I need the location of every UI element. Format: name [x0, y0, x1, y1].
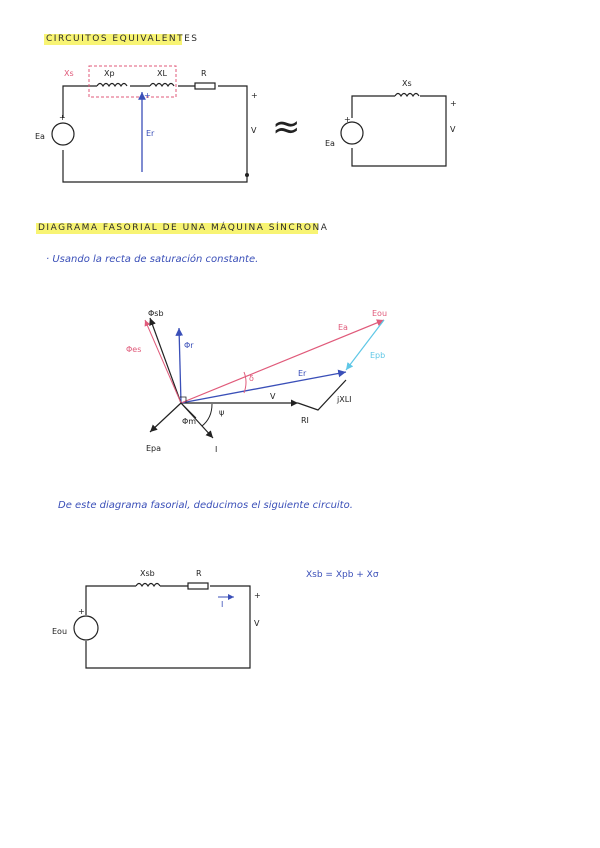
heading-equivalent-circuits: CIRCUITOS EQUIVALENTES: [46, 34, 199, 44]
label-ri: RI: [301, 416, 309, 425]
label-eou: Eou: [372, 309, 388, 318]
source-ea-right-icon: [341, 122, 363, 144]
label-plus-ea-right: +: [344, 115, 351, 124]
phasor-epa: [150, 403, 181, 432]
label-xl: XL: [157, 69, 167, 78]
label-xsb: Xsb: [140, 569, 155, 578]
label-phi-m: Φm: [182, 417, 197, 426]
phasor-phi-r: [179, 328, 181, 403]
label-v-right: V: [450, 125, 456, 134]
psi-arc: [202, 404, 212, 426]
label-eou-bottom: Eou: [52, 627, 68, 636]
label-jxli: jXLI: [337, 395, 352, 404]
label-xs-right: Xs: [402, 79, 412, 88]
label-v: V: [251, 126, 257, 135]
phasor-er: [181, 372, 346, 403]
label-er: Er: [146, 129, 155, 138]
resistor-r-bottom-icon: [188, 583, 208, 589]
subtitle-saturation: · Usando la recta de saturación constante.: [46, 254, 259, 265]
label-plus-ea: +: [59, 113, 66, 122]
label-ea: Ea: [35, 132, 45, 141]
label-ea-phasor: Ea: [338, 323, 348, 332]
inductor-xsb-icon: [136, 584, 160, 587]
label-i-bottom: I: [221, 600, 224, 609]
terminal-dot: [245, 173, 249, 177]
inductor-xp-icon: [97, 84, 127, 87]
circuit-bottom: [74, 583, 250, 668]
inductor-xl-icon: [150, 84, 174, 87]
source-eou-icon: [74, 616, 98, 640]
circuit-right: [341, 94, 446, 167]
label-plus-v-right: +: [450, 99, 457, 108]
label-plus-v-bottom: +: [254, 591, 261, 600]
label-r: R: [201, 69, 207, 78]
inductor-xs-icon: [395, 94, 419, 97]
deduction-text: De este diagrama fasorial, deducimos el siguiente circuito.: [58, 500, 353, 511]
label-er-phasor: Er: [298, 369, 307, 378]
source-ea-icon: [52, 123, 74, 145]
label-plus-er: +: [144, 91, 151, 100]
label-xp: Xp: [104, 69, 115, 78]
label-v-bottom: V: [254, 619, 260, 628]
phasor-phi-m: [181, 403, 196, 418]
delta-arc: [244, 372, 246, 393]
label-v-phasor: V: [270, 392, 276, 401]
label-phi-es: Φes: [126, 345, 142, 354]
label-xs: Xs: [64, 69, 74, 78]
label-plus-eou: +: [78, 607, 85, 616]
resistor-r-icon: [195, 83, 215, 89]
approx-symbol: ≈: [272, 107, 301, 147]
label-i: I: [215, 445, 218, 454]
label-psi: ψ: [219, 408, 225, 417]
heading-phasor-diagram: DIAGRAMA FASORIAL DE UNA MÁQUINA SÍNCRONA: [38, 223, 329, 233]
label-phi-r: Φr: [184, 341, 194, 350]
phasor-ea: [181, 320, 384, 403]
label-epb: Epb: [370, 351, 386, 360]
label-phi-sb: Φsb: [148, 309, 164, 318]
phasor-diagram: [145, 318, 384, 438]
label-ea-right: Ea: [325, 139, 335, 148]
phasor-phi-sb: [150, 318, 181, 403]
label-epa: Epa: [146, 444, 162, 453]
reactance-formula: Xsb = Xpb + Xσ: [306, 570, 379, 580]
label-r-bottom: R: [196, 569, 202, 578]
phasor-phi-es: [145, 320, 181, 403]
label-delta: δ: [249, 374, 254, 383]
label-plus-v: +: [251, 91, 258, 100]
